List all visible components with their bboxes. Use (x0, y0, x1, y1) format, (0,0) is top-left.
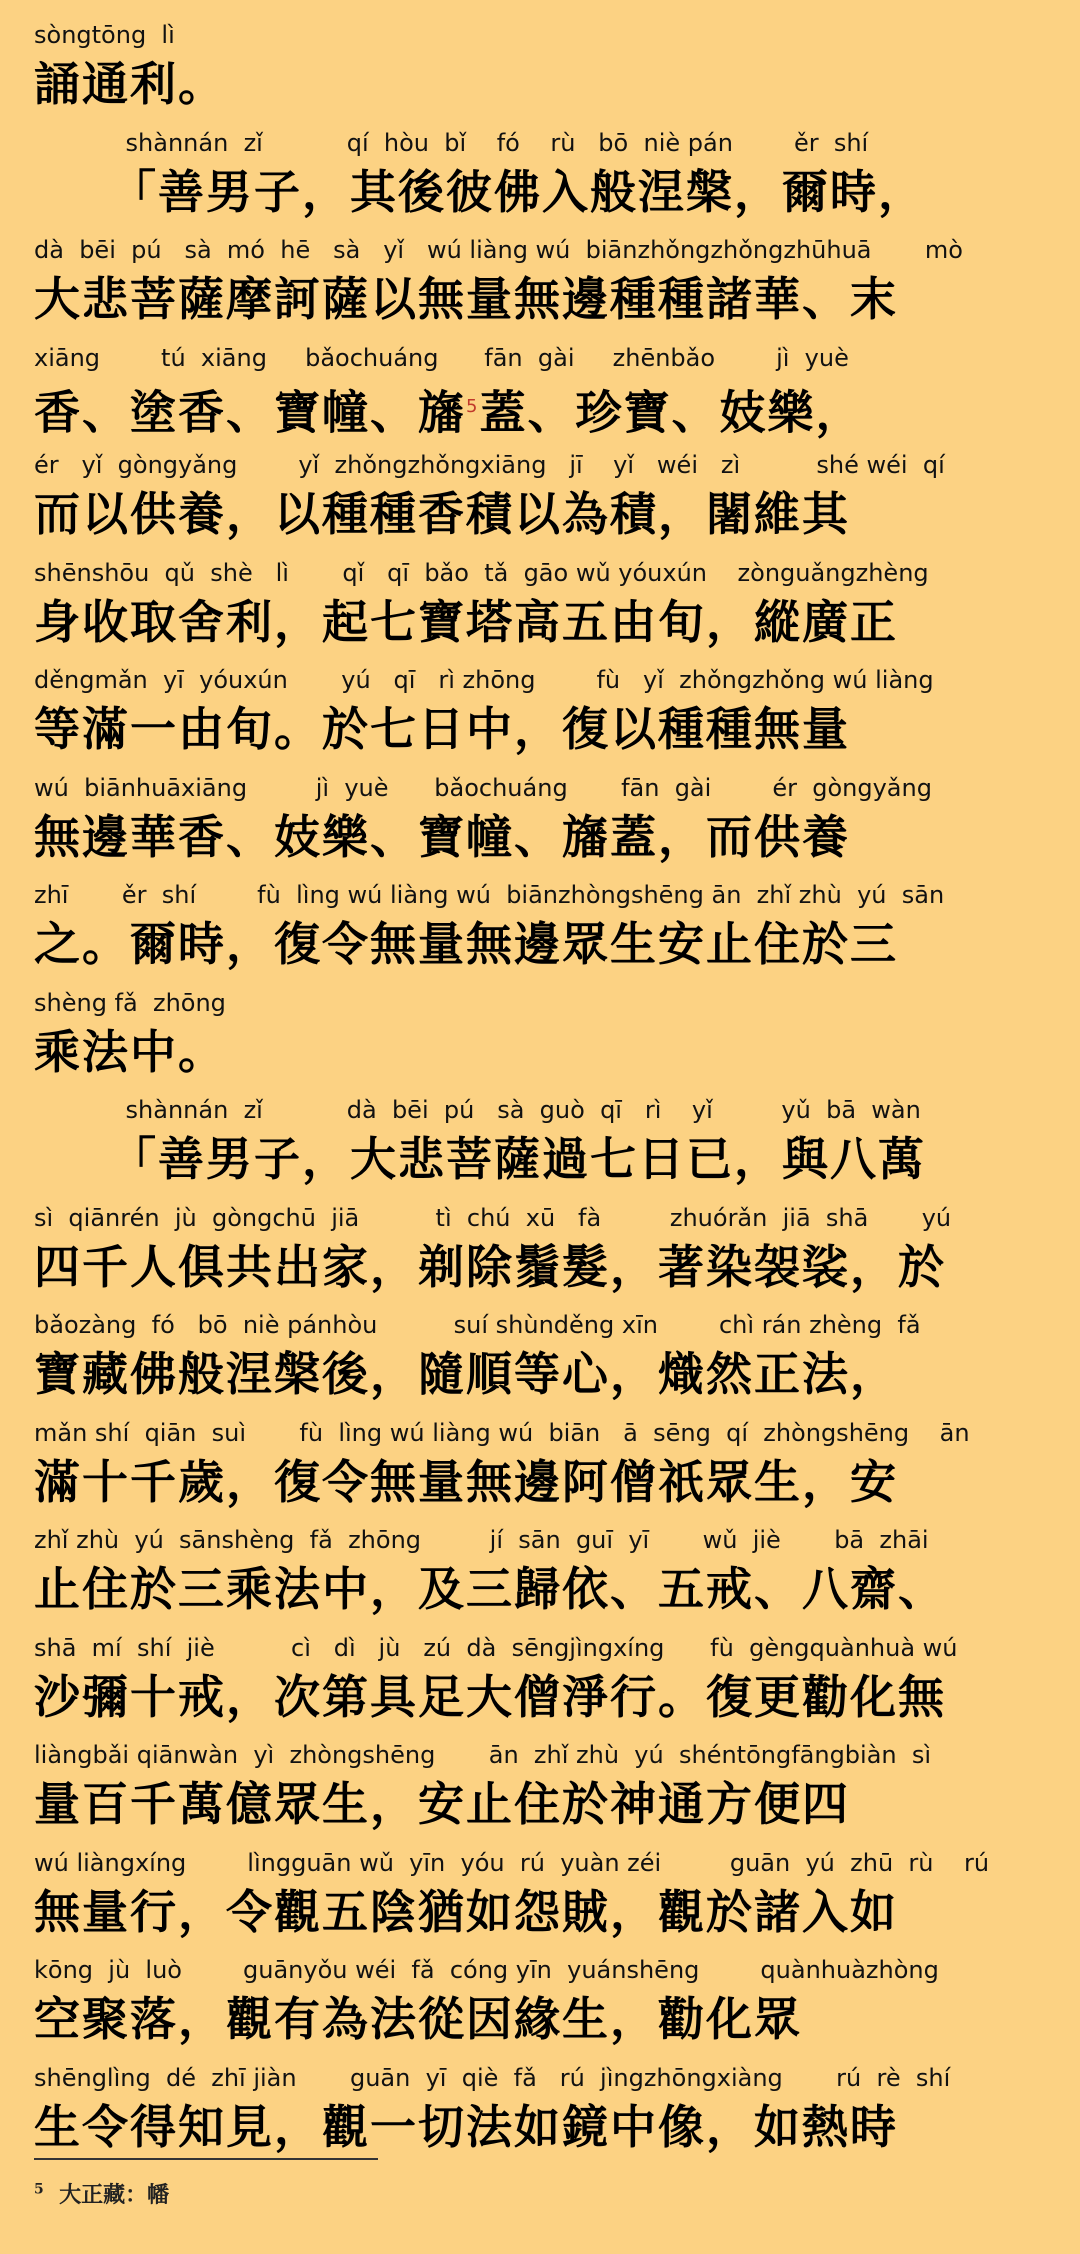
hanzi-line (34, 379, 863, 440)
pinyin-line: sòngtōng lì (34, 21, 175, 49)
pinyin-line: shēnglìng dé zhī jiàn guān yī qiè fǎ rú jìngzhōngxiàng rú rè shí (34, 2063, 951, 2092)
pinyin-line: mǎn shí qiān suì fù lìng wú liàng wú biān ā sēng qí zhòngshēng ān (34, 1418, 970, 1447)
pinyin-line: dà bēi pú sà mó hē sà yǐ wú liàng wú biānzhǒngzhǒngzhūhuā mò (34, 236, 963, 264)
hanzi-line: 「善男子，大悲菩薩過七日已，與八萬 (110, 1132, 926, 1186)
pinyin-line: kōng jù luò guānyǒu wéi fǎ cóng yīn yuánshēng quànhuàzhòng (34, 1956, 939, 1984)
hanzi-line: 無邊華香、妓樂、寶幢、旛蓋，而供養 (34, 809, 850, 864)
footnote-marker: 5 (466, 395, 480, 417)
hanzi-line: 乘法中。 (34, 1024, 226, 1079)
pinyin-line: zhǐ zhù yú sānshèng fǎ zhōng jí sān guī yī wǔ jiè bā zhāi (34, 1526, 929, 1554)
hanzi-segment: 蓋、珍寶、妓樂， (479, 384, 864, 439)
pinyin-line: wú liàngxíng lìngguān wǔ yīn yóu rú yuàn zéi guān yú zhū rù rú (34, 1848, 990, 1877)
footnote-divider (34, 2158, 378, 2160)
hanzi-line: 等滿一由旬。於七日中，復以種種無量 (34, 702, 850, 756)
hanzi-segment: 香、塗香、寶幢、旛 (34, 384, 466, 439)
footnote-text: 大正藏：幡 (59, 2182, 170, 2208)
hanzi-line: 之。爾時，復令無量無邊眾生安止住於三 (34, 917, 898, 971)
hanzi-line: 寶藏佛般涅槃後，隨順等心，熾然正法， (34, 1347, 898, 1401)
hanzi-line: 量百千萬億眾生，安止住於神通方便四 (34, 1777, 850, 1831)
pinyin-line: liàngbǎi qiānwàn yì zhòngshēng ān zhǐ zhù yú shéntōngfāngbiàn sì (34, 1741, 932, 1769)
footnote (34, 2178, 169, 2209)
pinyin-line: ér yǐ gòngyǎng yǐ zhǒngzhǒngxiāng jī yǐ wéi zì shé wéi qí (34, 451, 945, 479)
hanzi-line: 沙彌十戒，次第具足大僧淨行。復更勸化無 (34, 1669, 946, 1724)
hanzi-line: 誦通利。 (34, 57, 226, 111)
pinyin-line: shànnán zǐ qí hòu bǐ fó rù bō niè pán ěr shí (34, 128, 869, 157)
hanzi-line: 止住於三乘法中，及三歸依、五戒、八齋、 (34, 1562, 946, 1616)
hanzi-line: 生令得知見，觀一切法如鏡中像，如熱時 (34, 2099, 898, 2154)
hanzi-line: 「善男子，其後彼佛入般涅槃，爾時， (110, 164, 926, 219)
hanzi-line: 身收取舍利，起七寶塔高五由旬，縱廣正 (34, 594, 898, 649)
hanzi-line: 四千人俱共出家，剃除鬚髮，著染袈裟，於 (34, 1239, 946, 1294)
hanzi-line: 大悲菩薩摩訶薩以無量無邊種種諸華、末 (34, 272, 898, 326)
pinyin-line: sì qiānrén jù gòngchū jiā tì chú xū fà zhuórǎn jiā shā yú (34, 1203, 952, 1232)
pinyin-line: wú biānhuāxiāng jì yuè bǎochuáng fān gài ér gòngyǎng (34, 773, 932, 802)
footnote-number: 5 (34, 2181, 44, 2198)
pinyin-line: shā mí shí jiè cì dì jù zú dà sēngjìngxíng fù gèngquànhuà wú (34, 1633, 958, 1662)
hanzi-line: 滿十千歲，復令無量無邊阿僧祇眾生，安 (34, 1454, 898, 1509)
pinyin-line: zhī ěr shí fù lìng wú liàng wú biānzhòngshēng ān zhǐ zhù yú sān (34, 881, 945, 909)
hanzi-line: 空聚落，觀有為法從因緣生，勸化眾 (34, 1992, 802, 2046)
hanzi-line: 無量行，令觀五陰猶如怨賊，觀於諸入如 (34, 1884, 898, 1939)
pinyin-line: shēnshōu qǔ shè lì qǐ qī bǎo tǎ gāo wǔ yóuxún zònguǎngzhèng (34, 558, 929, 587)
pinyin-line: xiāng tú xiāng bǎochuáng fān gài zhēnbǎo jì yuè (34, 343, 849, 372)
hanzi-line: 而以供養，以種種香積以為積，闍維其 (34, 487, 850, 541)
pinyin-line: shànnán zǐ dà bēi pú sà guò qī rì yǐ yǔ bā wàn (34, 1096, 921, 1124)
pinyin-line: bǎozàng fó bō niè pánhòu suí shùnděng xīn chì rán zhèng fǎ (34, 1311, 921, 1339)
pinyin-line: shèng fǎ zhōng (34, 988, 226, 1017)
pinyin-line: děngmǎn yī yóuxún yú qī rì zhōng fù yǐ zhǒngzhǒng wú liàng (34, 666, 934, 694)
